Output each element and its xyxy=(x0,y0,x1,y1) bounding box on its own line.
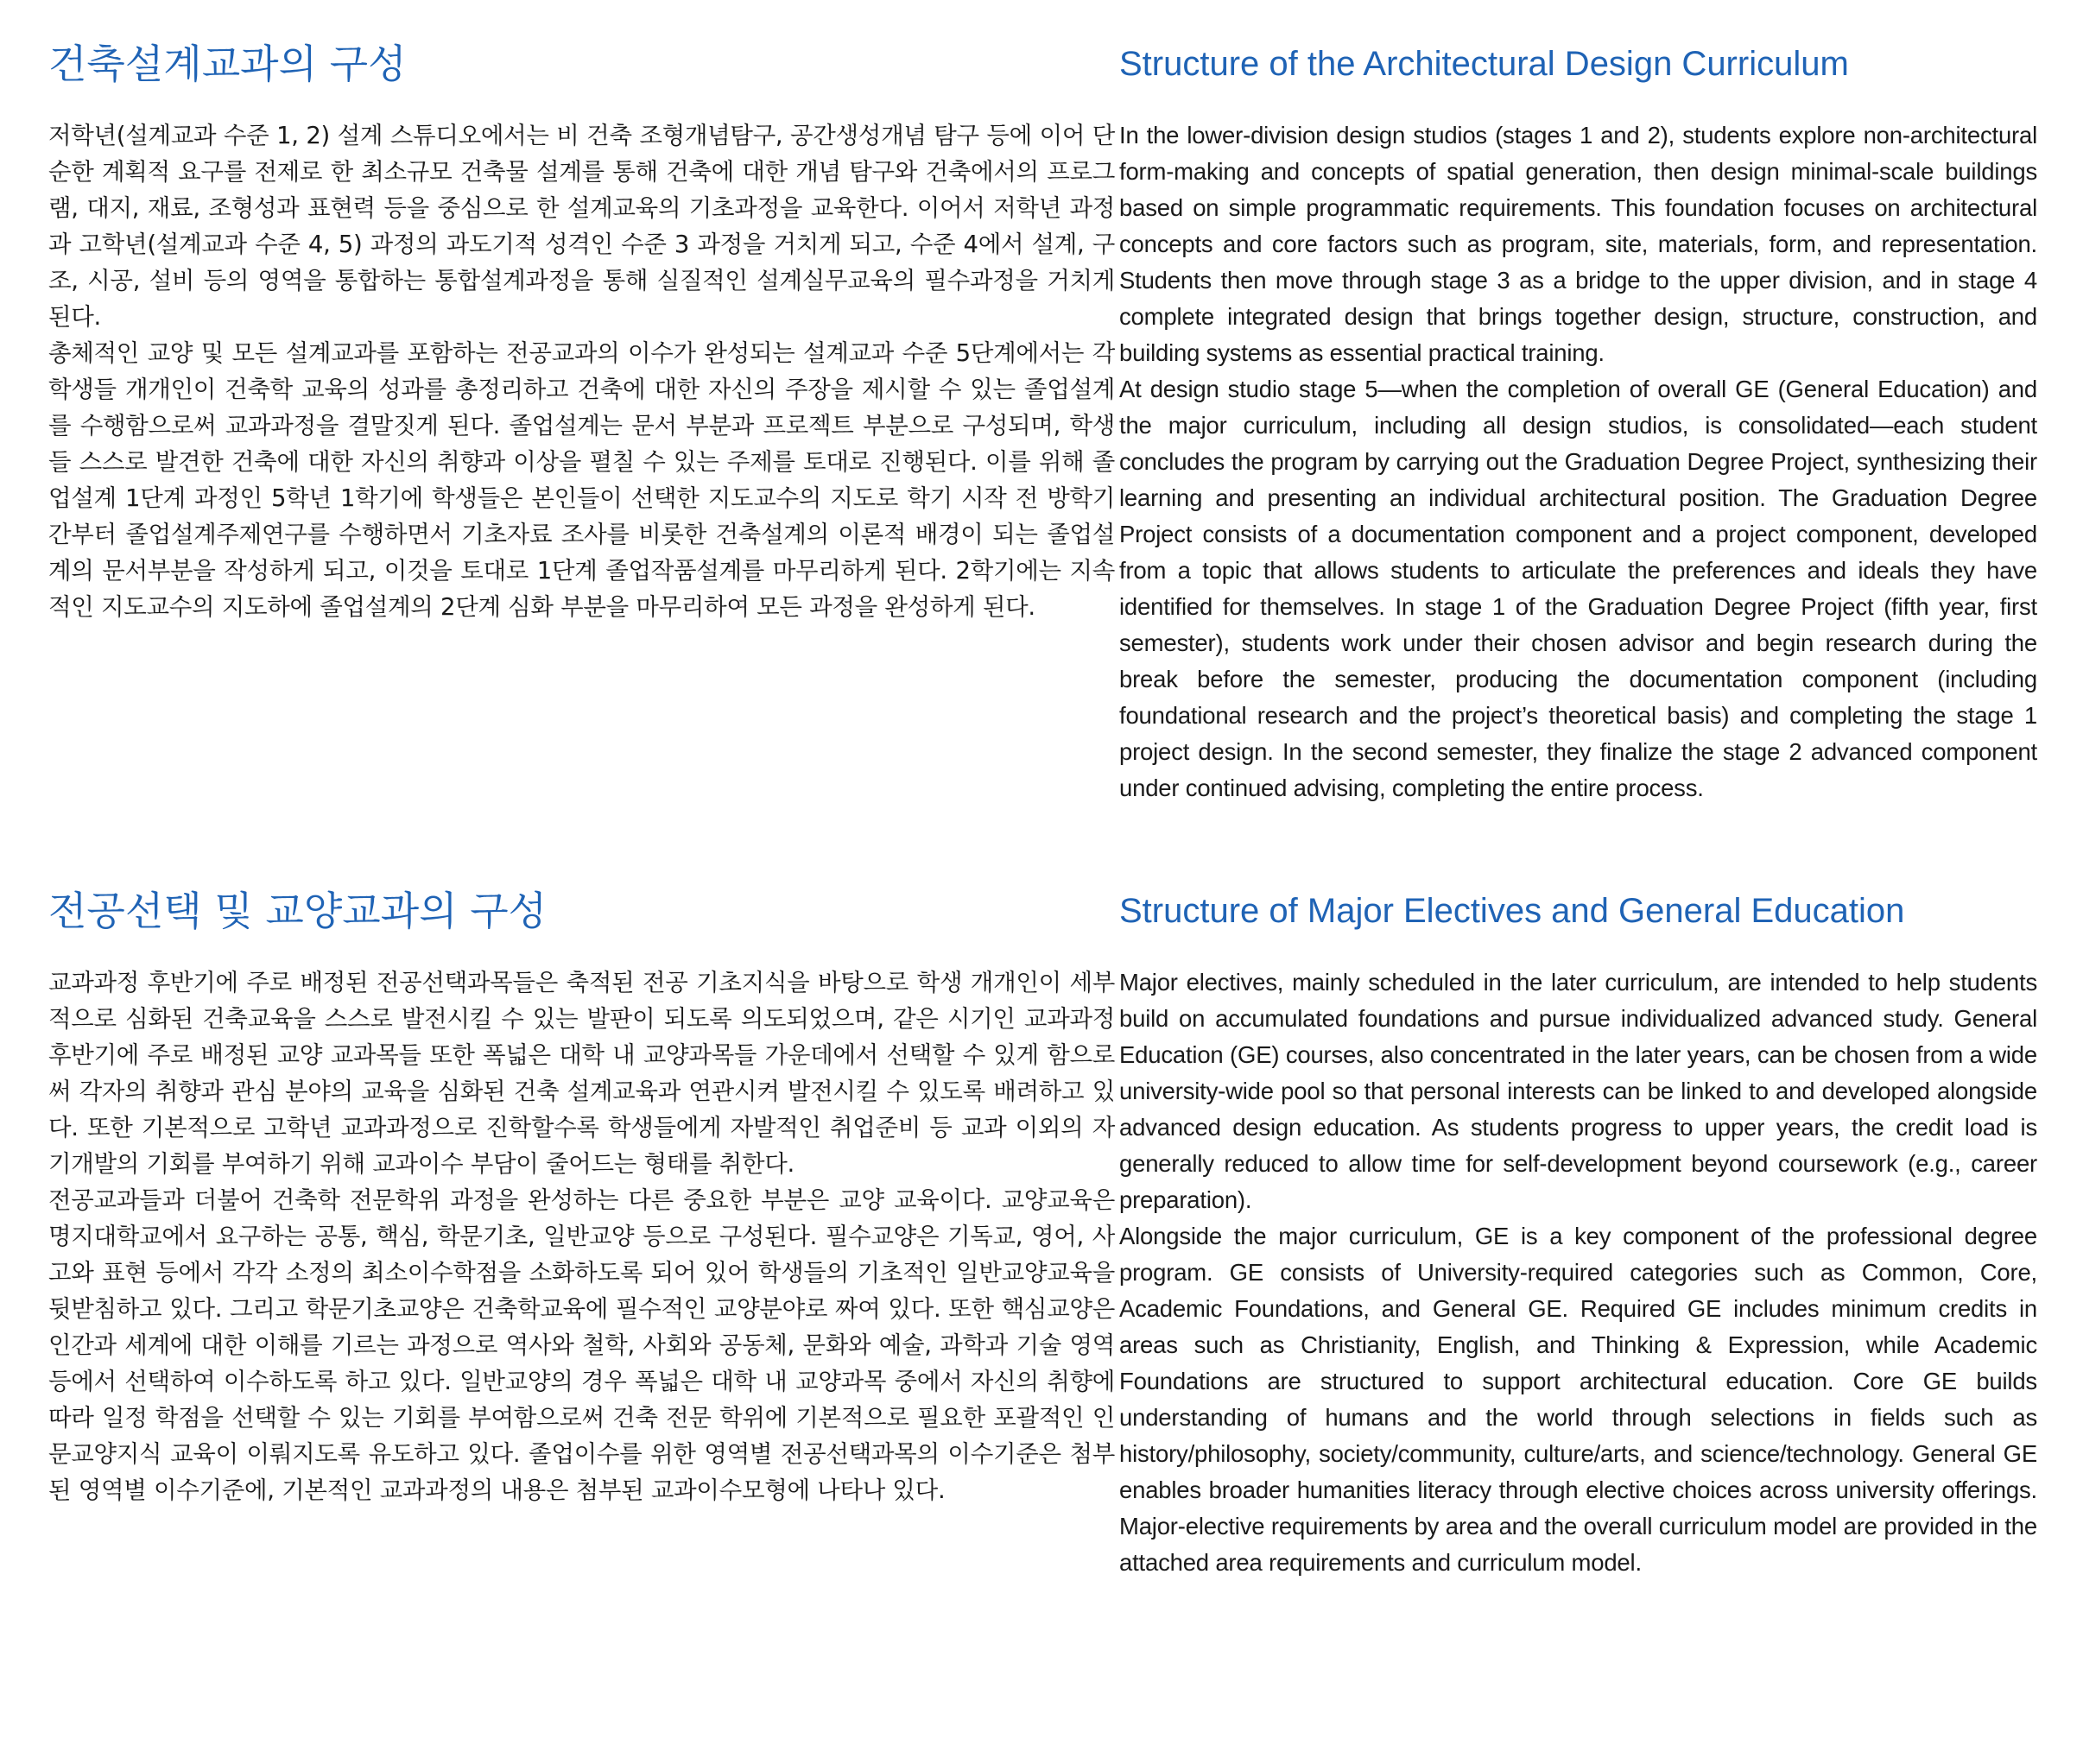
body-paragraph: 전공교과들과 더불어 건축학 전문학위 과정을 완성하는 다른 중요한 부분은 교양 교육이다. 교양교육은 명지대학교에서 요구하는 공통, 핵심, 학문기초, 일반교양 등으로 구성된다. 필수교양은 기독교, 영어, 사고와 표현 등에서 각각 소정의 최소이수학점을 소화하도록 되어 있어 학생들의 기초적인 일반교양교육을 뒷받침하고 있다. 그리고 학문기초교양은 건축학교육에 필수적인 교양분야로 짜여 있다. 또한 핵심교양은 인간과 세계에 대한 이해를 기르는 과정으로 역사와 철학, 사회와 공동체, 문화와 예술, 과학과 기술 영역 등에서 선택하여 이수하도록 하고 있다. 일반교양의 경우 폭넓은 대학 내 교양과목 중에서 자신의 취향에 따라 일정 학점을 선택할 수 있는 기회를 부여함으로써 건축 전문 학위에 기본적으로 필요한 포괄적인 인문교양지식 교육이 이뤄지도록 유도하고 있다. 졸업이수를 위한 영역별 전공선택과목의 이수기준은 첨부된 영역별 이수기준에, 기본적인 교과과정의 내용은 첨부된 교과이수모형에 나타나 있다. xyxy=(48,1186,1115,1504)
section-electives-ge-en xyxy=(1119,885,2037,1581)
body-paragraph: At design studio stage 5—when the completion of overall GE (General Education) and the major curriculum, including all design studios, is consolidated—each student concludes the program by carrying out the Graduation Degree Project, synthesizing their learning and presenting an individual architectural position. The Graduation Degree Project consists of a documentation component and a project component, developed from a topic that allows students to articulate the preferences and ideals they have identified for themselves. In stage 1 of the Graduation Degree Project (fifth year, first semester), students work under their chosen advisor and begin research during the break before the semester, producing the documentation component (including foundational research and the project’s theoretical basis) and completing the stage 1 project design. In the second semester, they finalize the stage 2 advanced component under continued advising, completing the entire process. xyxy=(1119,376,2037,801)
section-title: Structure of Major Electives and General Education xyxy=(1119,892,1905,930)
section-title: 건축설계교과의 구성 xyxy=(48,41,407,87)
section-electives-ge-ko xyxy=(48,885,1115,1508)
body-paragraph: Major electives, mainly scheduled in the later curriculum, are intended to help students build on accumulated foundations and pursue individualized advanced study. General Education (GE) courses, also concentrated in the later years, can be chosen from a wide university-wide pool so that personal interests can be linked to and developed alongside advanced design education. As students progress to upper years, the credit load is generally reduced to allow time for self-development beyond coursework (e.g., career preparation). xyxy=(1119,969,2037,1213)
body-paragraph: 총체적인 교양 및 모든 설계교과를 포함하는 전공교과의 이수가 완성되는 설계교과 수준 5단계에서는 각 학생들 개개인이 건축학 교육의 성과를 총정리하고 건축에 대한 자신의 주장을 제시할 수 있는 졸업설계를 수행함으로써 교과과정을 결말짓게 된다. 졸업설계는 문서 부분과 프로젝트 부분으로 구성되며, 학생들 스스로 발견한 건축에 대한 자신의 취향과 이상을 펼칠 수 있는 주제를 토대로 진행된다. 이를 위해 졸업설계 1단계 과정인 5학년 1학기에 학생들은 본인들이 선택한 지도교수의 지도로 학기 시작 전 방학기간부터 졸업설계주제연구를 수행하면서 기초자료 조사를 비롯한 건축설계의 이론적 배경이 되는 졸업설계의 문서부분을 작성하게 되고, 이것을 토대로 1단계 졸업작품설계를 마무리하게 된다. 2학기에는 지속적인 지도교수의 지도하에 졸업설계의 2단계 심화 부분을 마무리하여 모든 과정을 완성하게 된다. xyxy=(48,339,1115,621)
body-paragraph: 저학년(설계교과 수준 1, 2) 설계 스튜디오에서는 비 건축 조형개념탐구, 공간생성개념 탐구 등에 이어 단순한 계획적 요구를 전제로 한 최소규모 건축물 설계를 통해 건축에 대한 개념 탐구와 건축에서의 프로그램, 대지, 재료, 조형성과 표현력 등을 중심으로 한 설계교육의 기초과정을 교육한다. 이어서 저학년 과정과 고학년(설계교과 수준 4, 5) 과정의 과도기적 성격인 수준 3 과정을 거치게 되고, 수준 4에서 설계, 구조, 시공, 설비 등의 영역을 통합하는 통합설계과정을 통해 실질적인 설계실무교육의 필수과정을 거치게 된다. xyxy=(48,122,1116,331)
body-paragraph: 교과과정 후반기에 주로 배정된 전공선택과목들은 축적된 전공 기초지식을 바탕으로 학생 개개인이 세부적으로 심화된 건축교육을 스스로 발전시킬 수 있는 발판이 되도록 의도되었으며, 같은 시기인 교과과정 후반기에 주로 배정된 교양 교과목들 또한 폭넓은 대학 내 교양과목들 가운데에서 선택할 수 있게 함으로써 각자의 취향과 관심 분야의 교육을 심화된 건축 설계교육과 연관시켜 발전시킬 수 있도록 배려하고 있다. 또한 기본적으로 고학년 교과과정으로 진학할수록 학생들에게 자발적인 취업준비 등 교과 이외의 자기개발의 기회를 부여하기 위해 교과이수 부담이 줄어드는 형태를 취한다. xyxy=(48,969,1115,1178)
section-title: 전공선택 및 교양교과의 구성 xyxy=(48,888,548,934)
section-design-curriculum-en xyxy=(1119,38,2037,806)
body-paragraph: In the lower-division design studios (stages 1 and 2), students explore non-architectural form-making and concepts of spatial generation, then design minimal-scale buildings based on simple programmatic requirements. This foundation focuses on architectural concepts and core factors such as program, site, materials, form, and representation. Students then move through stage 3 as a bridge to the upper division, and in stage 4 complete integrated design that brings together design, structure, construction, and building systems as essential practical training. xyxy=(1119,122,2037,366)
section-title: Structure of the Architectural Design Curriculum xyxy=(1119,45,1849,83)
body-paragraph: Alongside the major curriculum, GE is a key component of the professional degree program. GE consists of University-required categories such as Common, Core, Academic Foundations, and General GE. Required GE includes minimum credits in areas such as Christianity, English, and Thinking & Expression, while Academic Foundations are structured to support architectural education. Core GE builds understanding of humans and the world through selections in fields such as history/philosophy, society/community, culture/arts, and science/technology. General GE enables broader humanities literacy through elective choices across university offerings. Major-elective requirements by area and the overall curriculum model are provided in the attached area requirements and curriculum model. xyxy=(1119,1223,2037,1576)
section-design-curriculum-ko xyxy=(48,38,1115,625)
